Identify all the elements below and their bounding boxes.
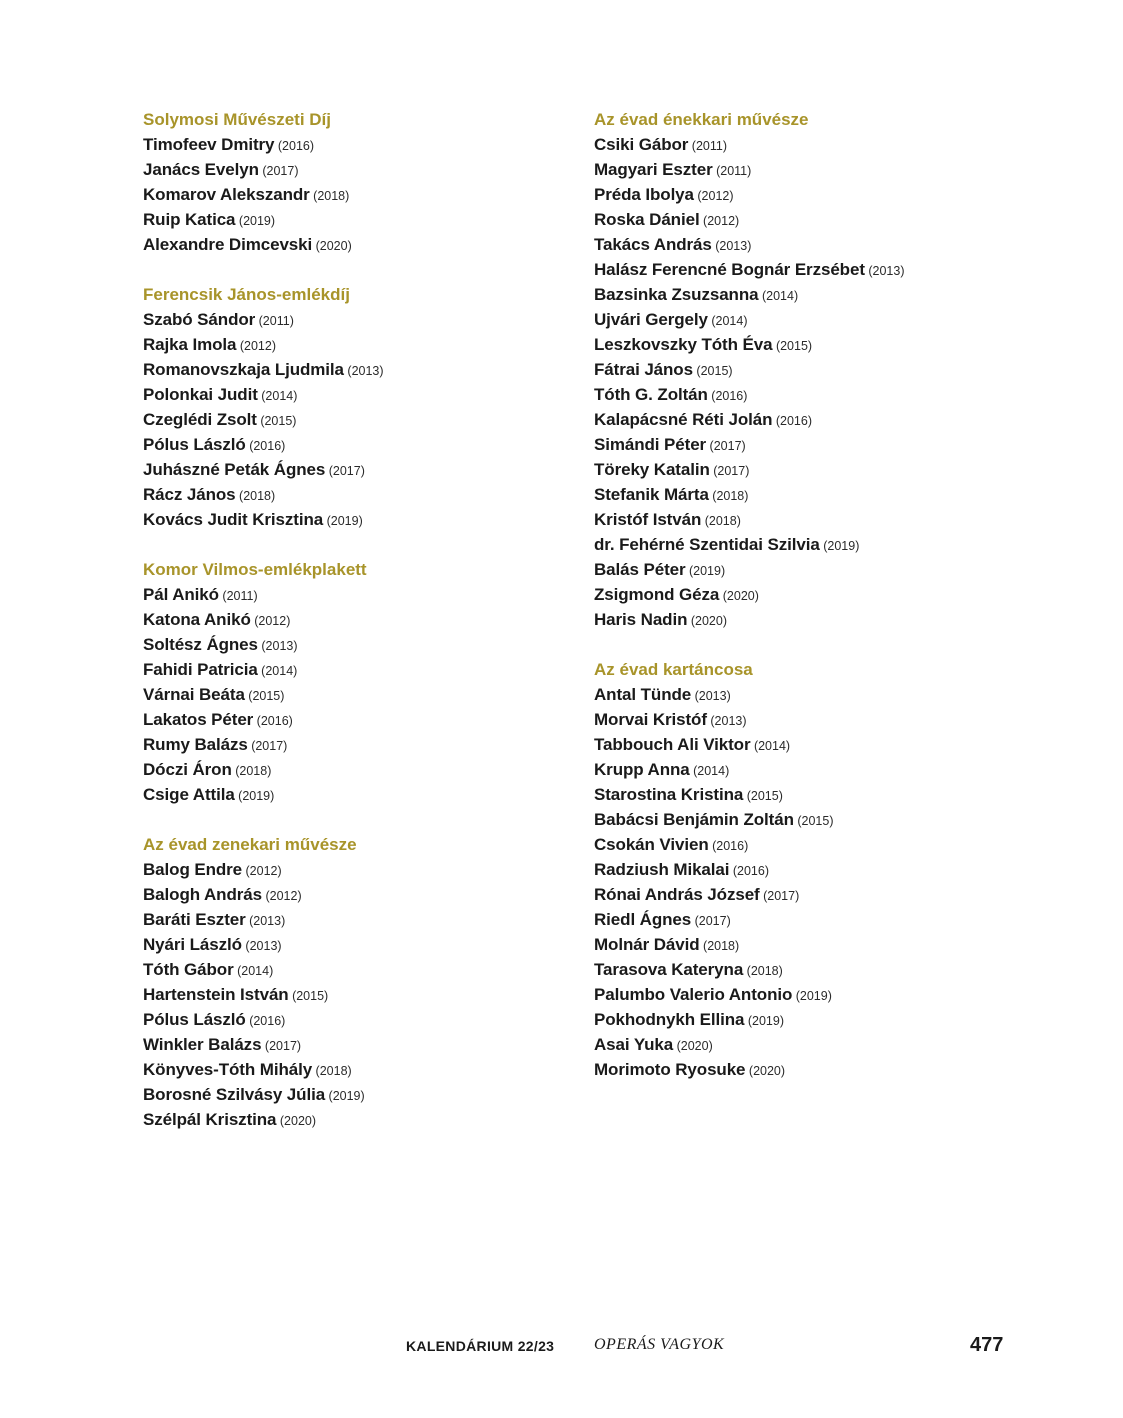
award-year: ( 2017 ) bbox=[706, 439, 746, 453]
award-year: ( 2015 ) bbox=[743, 789, 783, 803]
awardee-name: Molnár Dávid bbox=[594, 935, 700, 954]
list-item bbox=[594, 757, 1034, 782]
awardee-name: Várnai Beáta bbox=[143, 685, 245, 704]
list-item bbox=[143, 732, 563, 757]
list-item bbox=[594, 1032, 1034, 1057]
award-year: ( 2020 ) bbox=[719, 589, 759, 603]
awardee-name: Rónai András József bbox=[594, 885, 760, 904]
page-number: 477 bbox=[970, 1334, 1004, 1356]
awardee-name: Préda Ibolya bbox=[594, 185, 694, 204]
awardee-name: Lakatos Péter bbox=[143, 710, 254, 729]
award-year: ( 2019 ) bbox=[820, 539, 860, 553]
awardee-name: Balog Endre bbox=[143, 860, 243, 879]
awardee-name: Antal Tünde bbox=[594, 685, 692, 704]
award-year: ( 2017 ) bbox=[259, 164, 299, 178]
list-item bbox=[594, 457, 1034, 482]
award-year: ( 2016 ) bbox=[274, 139, 314, 153]
award-year: ( 2014 ) bbox=[258, 389, 298, 403]
list-item bbox=[594, 1057, 1034, 1082]
award-year: ( 2011 ) bbox=[219, 589, 258, 603]
list-item bbox=[594, 182, 1034, 207]
section-title: Az évad zenekari művésze bbox=[143, 835, 357, 854]
awardee-name: Juhászné Peták Ágnes bbox=[143, 460, 326, 479]
awardee-name: Komarov Alekszandr bbox=[143, 185, 310, 204]
awardee-name: Winkler Balázs bbox=[143, 1035, 262, 1054]
list-item bbox=[143, 482, 563, 507]
awardee-name: Csige Attila bbox=[143, 785, 235, 804]
award-year: ( 2018 ) bbox=[743, 964, 783, 978]
awardee-name: Kalapácsné Réti Jolán bbox=[594, 410, 773, 429]
awardee-name: Morvai Kristóf bbox=[594, 710, 707, 729]
list-item bbox=[143, 432, 563, 457]
awardee-name: Rumy Balázs bbox=[143, 735, 248, 754]
list-item bbox=[143, 382, 563, 407]
list-item bbox=[594, 432, 1034, 457]
awardee-name: Pólus László bbox=[143, 435, 246, 454]
award-year: ( 2017 ) bbox=[248, 739, 288, 753]
list-item bbox=[594, 582, 1034, 607]
award-year: ( 2013 ) bbox=[691, 689, 731, 703]
list-item bbox=[594, 932, 1034, 957]
award-year: ( 2016 ) bbox=[246, 1014, 286, 1028]
list-item bbox=[594, 782, 1034, 807]
awardee-name: Asai Yuka bbox=[594, 1035, 674, 1054]
award-year: ( 2020 ) bbox=[673, 1039, 713, 1053]
award-year: ( 2016 ) bbox=[729, 864, 769, 878]
list-item bbox=[594, 957, 1034, 982]
award-section bbox=[594, 107, 1034, 632]
award-year: ( 2013 ) bbox=[707, 714, 747, 728]
list-item bbox=[143, 232, 563, 257]
list-item bbox=[143, 157, 563, 182]
awardee-name: Pokhodnykh Ellina bbox=[594, 1010, 745, 1029]
award-year: ( 2016 ) bbox=[253, 714, 293, 728]
awardee-name: Katona Anikó bbox=[143, 610, 251, 629]
awardee-name: Radziush Mikalai bbox=[594, 860, 730, 879]
award-year: ( 2019 ) bbox=[235, 214, 275, 228]
section-title: Az évad énekkari művésze bbox=[594, 110, 809, 129]
list-item bbox=[143, 857, 563, 882]
left-column bbox=[143, 107, 563, 1157]
list-item bbox=[143, 1107, 563, 1132]
list-item bbox=[143, 882, 563, 907]
awardee-name: Ujvári Gergely bbox=[594, 310, 708, 329]
award-year: ( 2017 ) bbox=[325, 464, 365, 478]
awardee-name: Magyari Eszter bbox=[594, 160, 713, 179]
award-year: ( 2020 ) bbox=[276, 1114, 316, 1128]
award-year: ( 2013 ) bbox=[865, 264, 905, 278]
awardee-name: Leszkovszky Tóth Éva bbox=[594, 335, 773, 354]
awardee-name: Könyves-Tóth Mihály bbox=[143, 1060, 313, 1079]
award-year: ( 2015 ) bbox=[257, 414, 297, 428]
list-item bbox=[143, 357, 563, 382]
list-item bbox=[143, 757, 563, 782]
list-item bbox=[594, 157, 1034, 182]
list-item bbox=[594, 732, 1034, 757]
list-item bbox=[594, 307, 1034, 332]
awardee-name: Polonkai Judit bbox=[143, 385, 258, 404]
award-year: ( 2020 ) bbox=[687, 614, 727, 628]
awardee-name: Fátrai János bbox=[594, 360, 693, 379]
award-year: ( 2014 ) bbox=[758, 289, 798, 303]
award-year: ( 2018 ) bbox=[709, 489, 749, 503]
list-item bbox=[143, 607, 563, 632]
award-year: ( 2018 ) bbox=[701, 514, 741, 528]
awardee-name: Balás Péter bbox=[594, 560, 686, 579]
list-item bbox=[143, 582, 563, 607]
award-year: ( 2012 ) bbox=[694, 189, 734, 203]
awardee-name: Csokán Vivien bbox=[594, 835, 709, 854]
list-item bbox=[143, 707, 563, 732]
list-item bbox=[143, 907, 563, 932]
award-year: ( 2015 ) bbox=[245, 689, 285, 703]
list-item bbox=[143, 407, 563, 432]
awardee-name: Baráti Eszter bbox=[143, 910, 246, 929]
award-year: ( 2013 ) bbox=[246, 914, 286, 928]
award-year: ( 2019 ) bbox=[744, 1014, 784, 1028]
awardee-name: Nyári László bbox=[143, 935, 242, 954]
page-footer bbox=[0, 1333, 1123, 1363]
awardee-name: Romanovszkaja Ljudmila bbox=[143, 360, 344, 379]
footer-subtitle: OPERÁS VAGYOK bbox=[594, 1336, 725, 1353]
awardee-name: Kovács Judit Krisztina bbox=[143, 510, 324, 529]
list-item bbox=[143, 657, 563, 682]
awardee-name: Alexandre Dimcevski bbox=[143, 235, 313, 254]
awardee-name: Palumbo Valerio Antonio bbox=[594, 985, 793, 1004]
award-year: ( 2020 ) bbox=[745, 1064, 785, 1078]
list-item bbox=[594, 207, 1034, 232]
awardee-name: Szélpál Krisztina bbox=[143, 1110, 277, 1129]
list-item bbox=[594, 557, 1034, 582]
awardee-name: Zsigmond Géza bbox=[594, 585, 720, 604]
list-item bbox=[143, 457, 563, 482]
award-year: ( 2011 ) bbox=[688, 139, 727, 153]
list-item bbox=[143, 307, 563, 332]
awardee-name: Halász Ferencné Bognár Erzsébet bbox=[594, 260, 865, 279]
award-year: ( 2014 ) bbox=[708, 314, 748, 328]
awardee-name: Morimoto Ryosuke bbox=[594, 1060, 746, 1079]
awardee-name: Szabó Sándor bbox=[143, 310, 256, 329]
awardee-name: Starostina Kristina bbox=[594, 785, 744, 804]
awardee-name: Stefanik Márta bbox=[594, 485, 709, 504]
list-item bbox=[594, 607, 1034, 632]
award-year: ( 2017 ) bbox=[710, 464, 750, 478]
awardee-name: Simándi Péter bbox=[594, 435, 707, 454]
list-item bbox=[594, 357, 1034, 382]
award-year: ( 2013 ) bbox=[712, 239, 752, 253]
list-item bbox=[594, 682, 1034, 707]
awardee-name: Pál Anikó bbox=[143, 585, 219, 604]
awardee-name: dr. Fehérné Szentidai Szilvia bbox=[594, 535, 820, 554]
awardee-name: Tóth G. Zoltán bbox=[594, 385, 708, 404]
footer-brand: KALENDÁRIUM 22/23 bbox=[406, 1338, 555, 1354]
list-item bbox=[594, 907, 1034, 932]
section-title: Solymosi Művészeti Díj bbox=[143, 110, 331, 129]
award-section bbox=[594, 657, 1034, 1082]
list-item bbox=[143, 782, 563, 807]
right-column bbox=[594, 107, 1034, 1107]
list-item bbox=[594, 807, 1034, 832]
list-item bbox=[594, 132, 1034, 157]
list-item bbox=[143, 1082, 563, 1107]
list-item bbox=[594, 532, 1034, 557]
list-item bbox=[594, 257, 1034, 282]
award-year: ( 2017 ) bbox=[760, 889, 800, 903]
award-section bbox=[143, 832, 563, 1132]
award-year: ( 2018 ) bbox=[232, 764, 272, 778]
award-section bbox=[143, 557, 563, 807]
award-year: ( 2013 ) bbox=[242, 939, 282, 953]
award-year: ( 2015 ) bbox=[772, 339, 812, 353]
list-item bbox=[143, 332, 563, 357]
awardee-name: Takács András bbox=[594, 235, 712, 254]
award-year: ( 2015 ) bbox=[693, 364, 733, 378]
awardee-name: Pólus László bbox=[143, 1010, 246, 1029]
award-year: ( 2019 ) bbox=[235, 789, 275, 803]
award-year: ( 2018 ) bbox=[700, 939, 740, 953]
awardee-name: Bazsinka Zsuzsanna bbox=[594, 285, 759, 304]
award-year: ( 2013 ) bbox=[258, 639, 298, 653]
award-year: ( 2017 ) bbox=[261, 1039, 301, 1053]
list-item bbox=[143, 507, 563, 532]
awardee-name: Rácz János bbox=[143, 485, 236, 504]
awardee-name: Babácsi Benjámin Zoltán bbox=[594, 810, 794, 829]
awardee-name: Fahidi Patricia bbox=[143, 660, 258, 679]
list-item bbox=[594, 407, 1034, 432]
awardee-name: Rajka Imola bbox=[143, 335, 237, 354]
award-year: ( 2014 ) bbox=[690, 764, 730, 778]
list-item bbox=[594, 482, 1034, 507]
award-year: ( 2015 ) bbox=[289, 989, 329, 1003]
awardee-name: Töreky Katalin bbox=[594, 460, 710, 479]
list-item bbox=[143, 932, 563, 957]
award-year: ( 2019 ) bbox=[686, 564, 726, 578]
list-item bbox=[594, 232, 1034, 257]
list-item bbox=[594, 282, 1034, 307]
award-year: ( 2011 ) bbox=[713, 164, 752, 178]
award-year: ( 2012 ) bbox=[242, 864, 282, 878]
award-year: ( 2018 ) bbox=[310, 189, 350, 203]
award-year: ( 2012 ) bbox=[251, 614, 291, 628]
list-item bbox=[594, 507, 1034, 532]
awardee-name: Timofeev Dmitry bbox=[143, 135, 275, 154]
award-year: ( 2016 ) bbox=[709, 839, 749, 853]
list-item bbox=[594, 382, 1034, 407]
awardee-name: Krupp Anna bbox=[594, 760, 690, 779]
award-year: ( 2015 ) bbox=[794, 814, 834, 828]
list-item bbox=[594, 1007, 1034, 1032]
awardee-name: Dóczi Áron bbox=[143, 760, 232, 779]
awardee-name: Riedl Ágnes bbox=[594, 910, 692, 929]
award-year: ( 2012 ) bbox=[236, 339, 276, 353]
award-year: ( 2019 ) bbox=[325, 1089, 365, 1103]
list-item bbox=[594, 332, 1034, 357]
awardee-name: Hartenstein István bbox=[143, 985, 289, 1004]
award-year: ( 2014 ) bbox=[234, 964, 274, 978]
awardee-name: Tarasova Kateryna bbox=[594, 960, 744, 979]
list-item bbox=[143, 682, 563, 707]
award-year: ( 2011 ) bbox=[255, 314, 294, 328]
section-title: Komor Vilmos-emlékplakett bbox=[143, 560, 367, 579]
award-year: ( 2019 ) bbox=[792, 989, 832, 1003]
awardee-name: Borosné Szilvásy Júlia bbox=[143, 1085, 326, 1104]
awardee-name: Kristóf István bbox=[594, 510, 702, 529]
award-year: ( 2016 ) bbox=[772, 414, 812, 428]
section-title: Ferencsik János-emlékdíj bbox=[143, 285, 350, 304]
awardee-name: Haris Nadin bbox=[594, 610, 688, 629]
list-item bbox=[143, 632, 563, 657]
award-year: ( 2012 ) bbox=[262, 889, 302, 903]
award-year: ( 2020 ) bbox=[312, 239, 352, 253]
award-section bbox=[143, 107, 563, 257]
awardee-name: Roska Dániel bbox=[594, 210, 700, 229]
award-year: ( 2016 ) bbox=[708, 389, 748, 403]
awardee-name: Czeglédi Zsolt bbox=[143, 410, 257, 429]
list-item bbox=[143, 1032, 563, 1057]
award-year: ( 2014 ) bbox=[258, 664, 298, 678]
section-title: Az évad kartáncosa bbox=[594, 660, 753, 679]
list-item bbox=[143, 132, 563, 157]
list-item bbox=[143, 1007, 563, 1032]
list-item bbox=[594, 882, 1034, 907]
award-year: ( 2018 ) bbox=[312, 1064, 352, 1078]
awardee-name: Balogh András bbox=[143, 885, 262, 904]
award-year: ( 2018 ) bbox=[236, 489, 276, 503]
list-item bbox=[143, 982, 563, 1007]
award-year: ( 2014 ) bbox=[750, 739, 790, 753]
awardee-name: Tabbouch Ali Viktor bbox=[594, 735, 751, 754]
award-year: ( 2016 ) bbox=[246, 439, 286, 453]
awardee-name: Tóth Gábor bbox=[143, 960, 234, 979]
list-item bbox=[594, 857, 1034, 882]
award-year: ( 2019 ) bbox=[323, 514, 363, 528]
awardee-name: Ruip Katica bbox=[143, 210, 236, 229]
award-year: ( 2012 ) bbox=[700, 214, 740, 228]
list-item bbox=[594, 832, 1034, 857]
list-item bbox=[143, 957, 563, 982]
award-year: ( 2017 ) bbox=[691, 914, 731, 928]
list-item bbox=[143, 207, 563, 232]
list-item bbox=[143, 182, 563, 207]
awardee-name: Janács Evelyn bbox=[143, 160, 259, 179]
list-item bbox=[594, 982, 1034, 1007]
awardee-name: Csiki Gábor bbox=[594, 135, 689, 154]
list-item bbox=[594, 707, 1034, 732]
award-year: ( 2013 ) bbox=[344, 364, 384, 378]
award-section bbox=[143, 282, 563, 532]
awardee-name: Soltész Ágnes bbox=[143, 635, 258, 654]
list-item bbox=[143, 1057, 563, 1082]
